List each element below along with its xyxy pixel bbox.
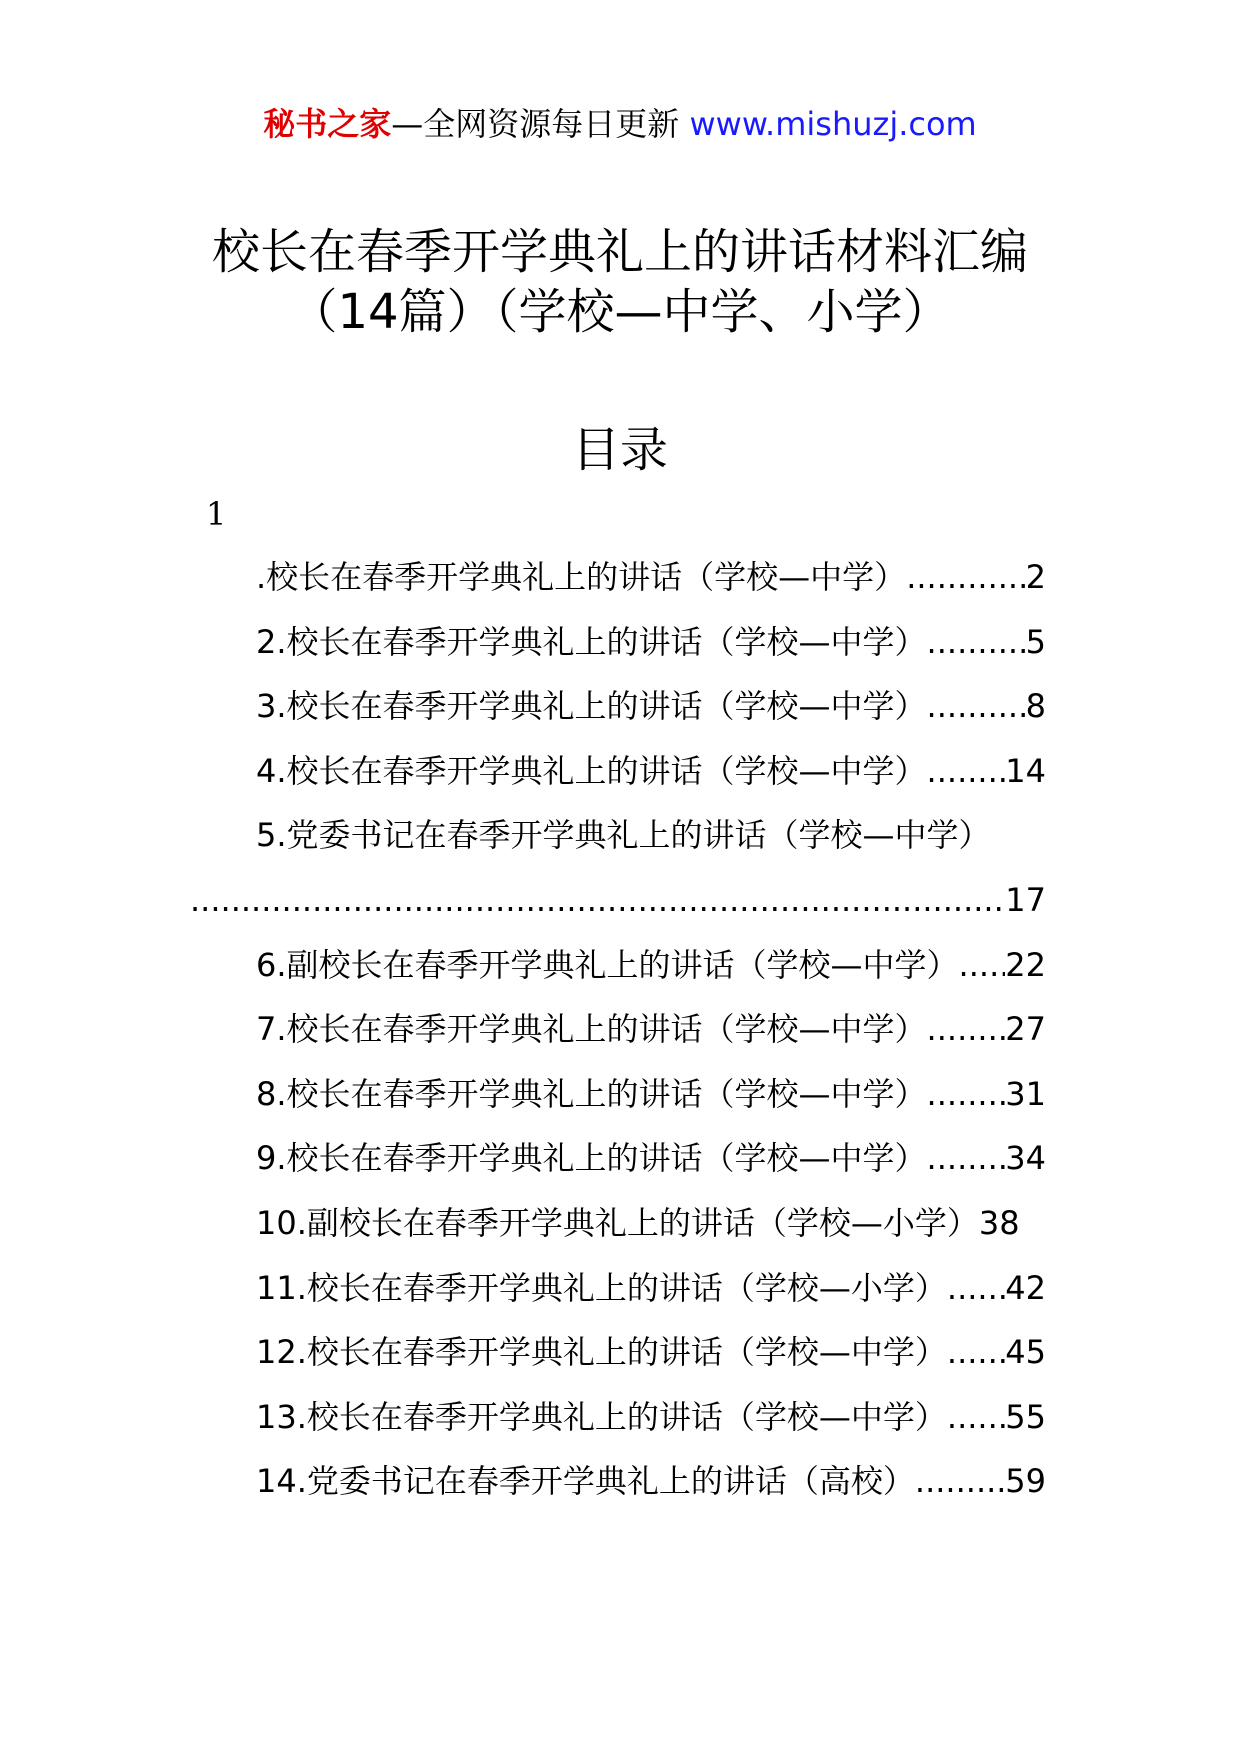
toc-entry[interactable] [190,1008,1046,1073]
toc-entry-title: 14.党委书记在春季开学典礼上的讲话（高校） [256,1462,915,1501]
toc-entry[interactable] [190,1460,1046,1525]
toc-leader-dots [915,1460,1005,1502]
document-title [0,222,1240,342]
toc-entry-page: 14 [1005,751,1046,790]
toc-entry-title: 5.党委书记在春季开学典礼上的讲话（学校—中学） [256,816,991,855]
toc-entry-page: 22 [1005,945,1046,984]
toc-entry[interactable] [190,1137,1046,1202]
toc-entry[interactable] [190,685,1046,750]
toc-leader-dots [959,944,1006,986]
toc-stray-number: 1 [206,495,227,533]
toc-leader-dots [947,1267,1005,1309]
toc-leader-dots [906,556,1025,598]
toc-entry-title: 13.校长在春季开学典礼上的讲话（学校—中学） [256,1397,947,1436]
header-tagline: —全网资源每日更新 [391,105,680,143]
toc-entry[interactable] [190,1202,1046,1267]
toc-entry-title: .校长在春季开学典礼上的讲话（学校—中学） [256,558,907,596]
site-url-link[interactable]: www.mishuzj.com [689,105,977,143]
toc-leader-dots [947,1396,1005,1438]
toc-entry-page: 31 [1005,1074,1046,1113]
toc-entry-page: 59 [1005,1462,1046,1501]
toc-entry-title: 7.校长在春季开学典礼上的讲话（学校—中学） [256,1010,927,1049]
toc-entry-title: 2.校长在春季开学典礼上的讲话（学校—中学） [256,622,927,661]
brand-name: 秘书之家 [263,105,392,143]
toc-entry-title: 8.校长在春季开学典礼上的讲话（学校—中学） [256,1074,927,1113]
toc-entry-page: 5 [1025,622,1046,661]
toc-entry-page: 8 [1025,687,1046,726]
toc-entry-page: 2 [1025,558,1046,596]
toc-entry[interactable] [190,1396,1046,1461]
toc-entry[interactable] [190,621,1046,686]
toc-entry-title: 6.副校长在春季开学典礼上的讲话（学校—中学） [256,945,959,984]
title-line-1: 校长在春季开学典礼上的讲话材料汇编 [211,224,1028,280]
toc-entry[interactable] [190,556,1046,621]
toc-leader-dots [190,879,1005,921]
toc-entry-title: 11.校长在春季开学典礼上的讲话（学校—小学） [256,1268,947,1307]
toc-leader-dots [927,621,1026,663]
site-header [0,98,1240,150]
toc-heading: 目录 [571,422,668,478]
toc-entry[interactable] [190,750,1046,815]
toc-entry-page: 45 [1005,1333,1046,1372]
toc-entry-title: 3.校长在春季开学典礼上的讲话（学校—中学） [256,687,927,726]
toc-entry[interactable] [190,944,1046,1009]
toc-leader-dots [927,1008,1006,1050]
toc-leader-dots [927,1137,1006,1179]
toc-entry[interactable] [190,1267,1046,1332]
toc-entry-title: 10.副校长在春季开学典礼上的讲话（学校—小学） [256,1203,979,1242]
toc-entry[interactable] [190,1331,1046,1396]
title-line-2: （14篇）（学校—中学、小学） [289,284,951,340]
toc-entry[interactable] [190,1073,1046,1138]
toc-leader-dots [927,1073,1006,1115]
toc-entry-title: 9.校长在春季开学典礼上的讲话（学校—中学） [256,1139,927,1178]
toc-entry-page: 17 [1005,880,1046,919]
toc-entry-title: 4.校长在春季开学典礼上的讲话（学校—中学） [256,751,927,790]
toc-entry-page: 27 [1005,1010,1046,1049]
toc-leader-dots [947,1331,1005,1373]
toc-entry-page: 42 [1005,1268,1046,1307]
table-of-contents [190,556,1046,1525]
toc-entry[interactable] [190,814,1046,879]
toc-entry-page: 38 [978,1203,1020,1242]
toc-entry-page: 55 [1005,1397,1046,1436]
toc-leader-dots [927,750,1006,792]
toc-entry-page: 34 [1005,1139,1046,1178]
toc-leader-dots [927,685,1026,727]
toc-entry-continuation[interactable] [190,879,1046,944]
toc-entry-title: 12.校长在春季开学典礼上的讲话（学校—中学） [256,1333,947,1372]
